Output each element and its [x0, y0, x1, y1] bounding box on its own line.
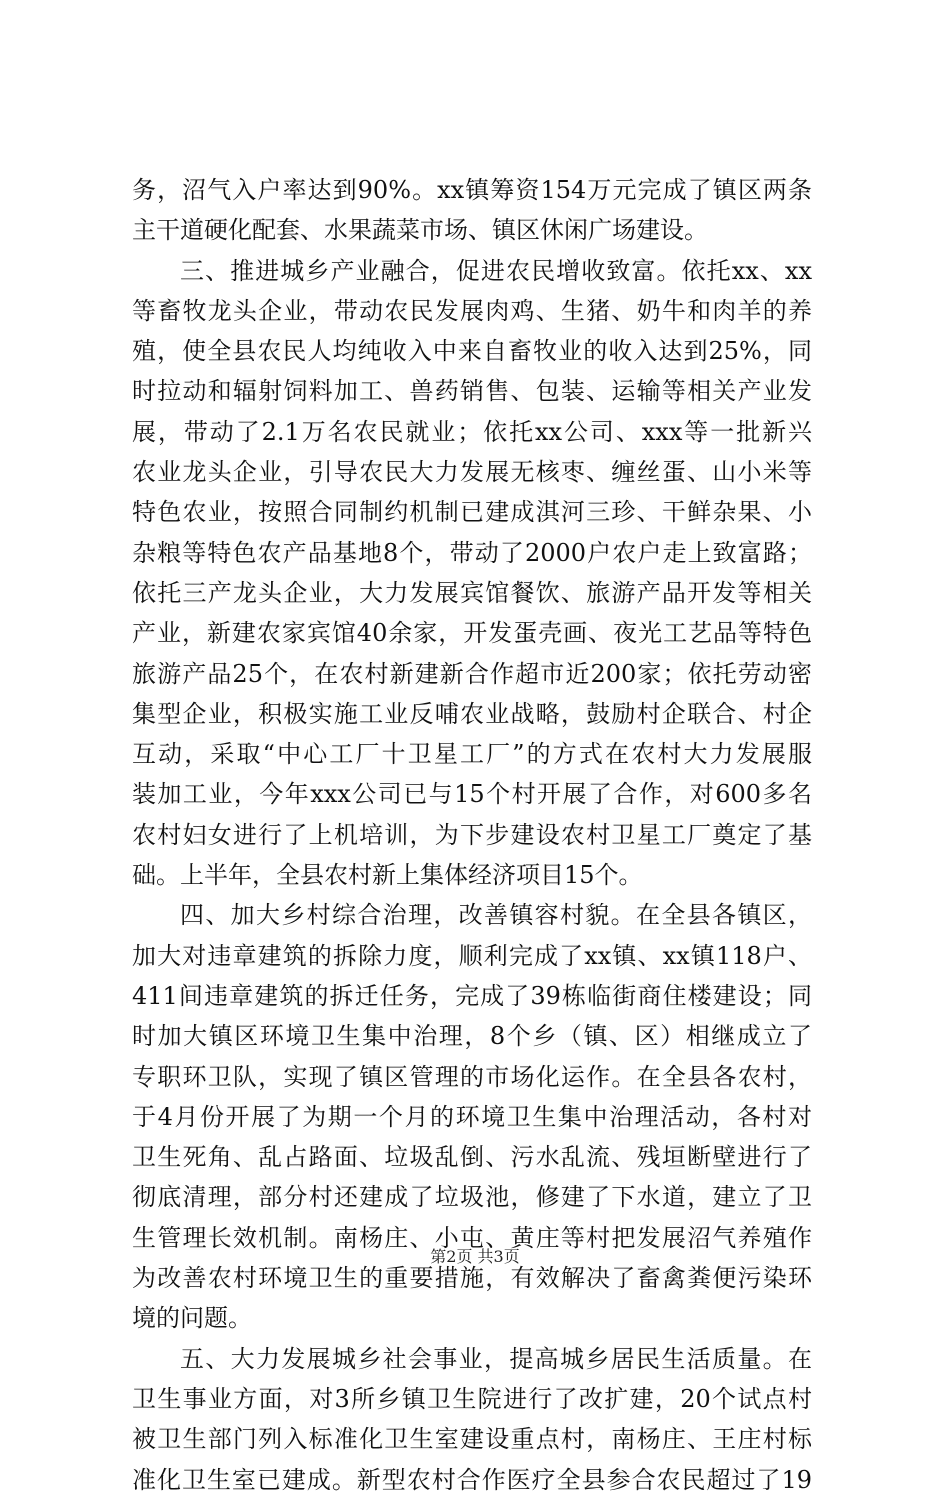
paragraph-heading-line: 五、大力发展城乡社会事业，提高城乡居民生活质量。在	[180, 1344, 812, 1373]
text-line: 为改善农村环境卫生的重要措施，有效解决了畜禽粪便污染环	[132, 1264, 812, 1293]
text-line: 旅游产品25个，在农村新建新合作超市近200家；依托劳动密	[132, 659, 812, 688]
paragraph-heading-line: 四、加大乡村综合治理，改善镇容村貌。在全县各镇区，	[180, 901, 812, 930]
text-line: 于4月份开展了为期一个月的环境卫生集中治理活动，各村对	[132, 1102, 812, 1131]
text-line: 卫生事业方面，对3所乡镇卫生院进行了改扩建，20个试点村	[132, 1384, 812, 1413]
text-line: 生管理长效机制。南杨庄、小屯、黄庄等村把发展沼气养殖作	[132, 1223, 812, 1252]
text-line: 时拉动和辐射饲料加工、兽药销售、包装、运输等相关产业发	[132, 377, 812, 406]
text-line: 础。上半年，全县农村新上集体经济项目15个。	[132, 861, 643, 890]
text-line: 农业龙头企业，引导农民大力发展无核枣、缠丝蛋、山小米等	[132, 458, 812, 487]
text-line: 殖，使全县农民人均纯收入中来自畜牧业的收入达到25%，同	[132, 337, 812, 366]
text-line: 展，带动了2.1万名农民就业；依托xx公司、xxx等一批新兴	[132, 417, 812, 446]
text-line: 产业，新建农家宾馆40余家，开发蛋壳画、夜光工艺品等特色	[132, 619, 812, 648]
text-line: 特色农业，按照合同制约机制已建成淇河三珍、干鲜杂果、小	[132, 498, 812, 527]
text-line: 境的问题。	[132, 1304, 252, 1333]
text-line: 加大对违章建筑的拆除力度，顺利完成了xx镇、xx镇118户、	[132, 941, 812, 970]
text-line: 依托三产龙头企业，大力发展宾馆餐饮、旅游产品开发等相关	[132, 578, 812, 607]
text-line: 准化卫生室已建成。新型农村合作医疗全县参合农民超过了19	[132, 1465, 812, 1494]
paragraph-heading-line: 三、推进城乡产业融合，促进农民增收致富。依托xx、xx	[180, 256, 812, 285]
text-line: 411间违章建筑的拆迁任务，完成了39栋临街商住楼建设；同	[132, 981, 812, 1010]
text-line: 务，沼气入户率达到90%。xx镇筹资154万元完成了镇区两条	[132, 176, 812, 204]
text-line: 时加大镇区环境卫生集中治理，8个乡（镇、区）相继成立了	[132, 1022, 812, 1051]
text-line: 专职环卫队，实现了镇区管理的市场化运作。在全县各农村，	[132, 1062, 812, 1091]
document-body	[132, 170, 812, 1500]
text-line: 集型企业，积极实施工业反哺农业战略，鼓励村企联合、村企	[132, 699, 812, 728]
text-line: 杂粮等特色农产品基地8个，带动了2000户农户走上致富路；	[132, 538, 812, 567]
text-line: 主干道硬化配套、水果蔬菜市场、镇区休闲广场建设。	[132, 216, 708, 245]
page-footer: 第2页 共3页	[430, 1247, 520, 1266]
text-line: 等畜牧龙头企业，带动农民发展肉鸡、生猪、奶牛和肉羊的养	[132, 296, 812, 325]
text-line: 被卫生部门列入标准化卫生室建设重点村，南杨庄、王庄村标	[132, 1425, 812, 1454]
text-line: 彻底清理，部分村还建成了垃圾池，修建了下水道，建立了卫	[132, 1183, 812, 1212]
text-line: 农村妇女进行了上机培训，为下步建设农村卫星工厂奠定了基	[132, 820, 812, 849]
text-line: 装加工业，今年xxx公司已与15个村开展了合作，对600多名	[132, 780, 812, 809]
text-line: 互动，采取“中心工厂十卫星工厂”的方式在农村大力发展服	[132, 740, 812, 769]
text-line: 卫生死角、乱占路面、垃圾乱倒、污水乱流、残垣断壁进行了	[132, 1143, 812, 1172]
